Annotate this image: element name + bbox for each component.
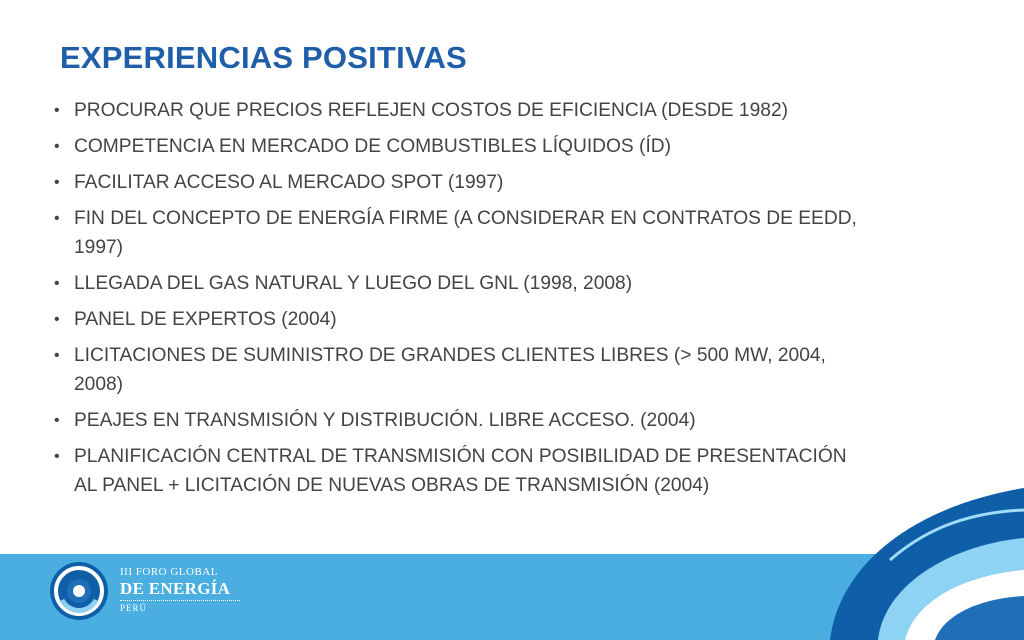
bullet-icon: • xyxy=(54,347,60,364)
bullet-icon: • xyxy=(54,412,60,429)
list-item-text: FACILITAR ACCESO AL MERCADO SPOT (1997) xyxy=(74,172,504,193)
list-item-text: PROCURAR QUE PRECIOS REFLEJEN COSTOS DE EFICIENCIA (DESDE 1982) xyxy=(74,100,789,121)
list-item-text: LICITACIONES DE SUMINISTRO DE GRANDES CLIENTES LIBRES (> 500 MW, 2004, 2008) xyxy=(74,345,826,395)
bullet-icon: • xyxy=(54,102,60,119)
bullet-icon: • xyxy=(54,448,60,465)
bullet-icon: • xyxy=(54,138,60,155)
list-item-text: PLANIFICACIÓN CENTRAL DE TRANSMISIÓN CON POSIBILIDAD DE PRESENTACIÓN AL PANEL + LICITACIÓN DE NUEVAS OBRAS DE TRANSMISIÓN (2004) xyxy=(74,446,847,496)
logo-line-2: DE ENERGÍA xyxy=(120,579,231,598)
bullet-icon: • xyxy=(54,210,60,227)
list-item-text: FIN DEL CONCEPTO DE ENERGÍA FIRME (A CONSIDERAR EN CONTRATOS DE EEDD, 1997) xyxy=(74,208,857,258)
slide-title: EXPERIENCIAS POSITIVAS xyxy=(60,40,467,75)
logo-line-3: PERÚ xyxy=(120,603,148,613)
event-logo-text xyxy=(120,566,240,613)
logo-line-1: III FORO GLOBAL xyxy=(120,566,218,578)
ring-logo-icon xyxy=(48,560,110,622)
list-item-text: LLEGADA DEL GAS NATURAL Y LUEGO DEL GNL (1998, 2008) xyxy=(74,273,633,294)
logo-divider xyxy=(120,600,240,601)
list-item-text: PEAJES EN TRANSMISIÓN Y DISTRIBUCIÓN. LIBRE ACCESO. (2004) xyxy=(74,410,696,431)
list-item-text: PANEL DE EXPERTOS (2004) xyxy=(74,309,337,330)
list-item-text: COMPETENCIA EN MERCADO DE COMBUSTIBLES LÍQUIDOS (ÍD) xyxy=(74,136,672,157)
bullet-icon: • xyxy=(54,311,60,328)
bullet-icon: • xyxy=(54,275,60,292)
bullet-icon: • xyxy=(54,174,60,191)
